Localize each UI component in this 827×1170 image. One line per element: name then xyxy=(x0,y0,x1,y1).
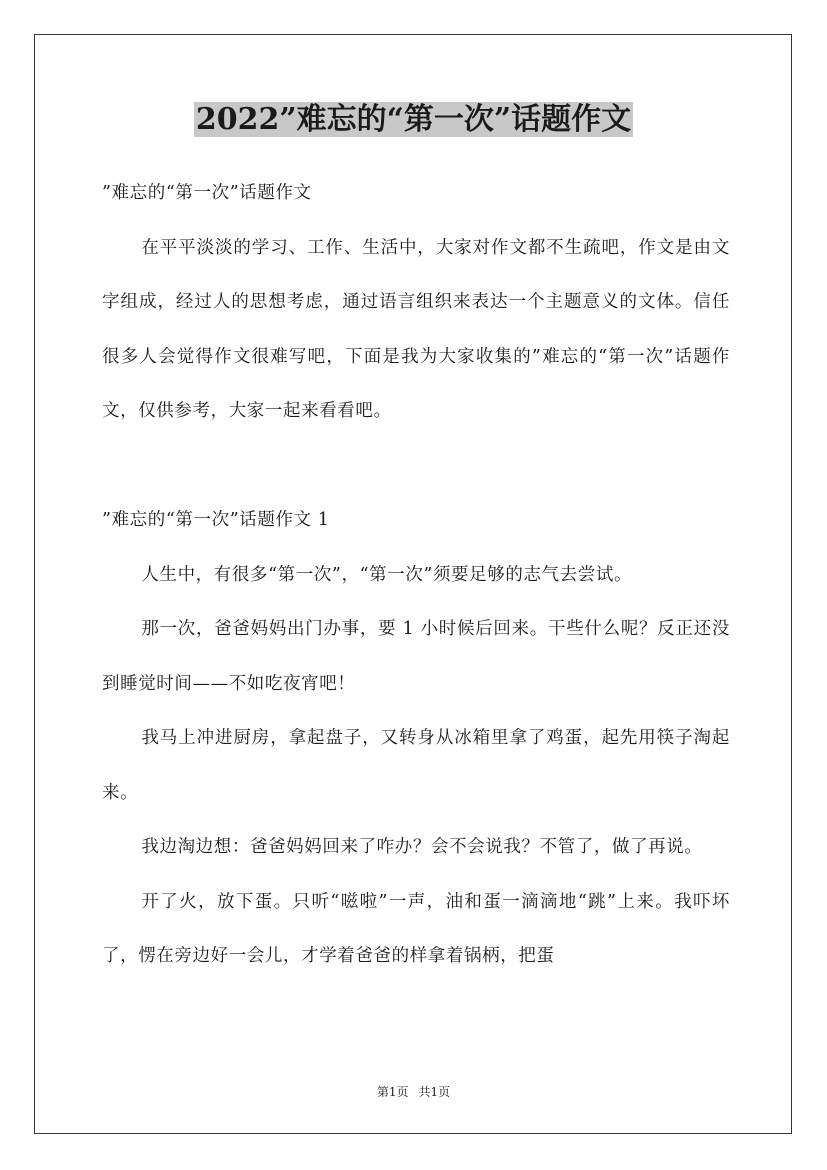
paragraph: 开了火，放下蛋。只听“嗞啦”一声，油和蛋一滴滴地“跳”上来。我吓坏了，愣在旁边好一会儿，才学着爸爸的样拿着锅柄，把蛋 xyxy=(102,891,730,966)
section-heading: ”难忘的“第一次”话题作文 1 xyxy=(102,510,330,530)
paragraph: 我边淘边想：爸爸妈妈回来了咋办？会不会说我？不管了，做了再说。 xyxy=(141,837,703,857)
document-title-text: 2022”难忘的“第一次”话题作文 xyxy=(195,102,632,137)
paragraph: 人生中，有很多“第一次”，“第一次”须要足够的志气去尝试。 xyxy=(141,564,633,585)
page-total: 共1页 xyxy=(418,1085,451,1099)
page-footer xyxy=(0,1083,827,1101)
document-body xyxy=(102,166,730,984)
paragraph: 在平平淡淡的学习、工作、生活中，大家对作文都不生疏吧，作文是由文字组成，经过人的思想考虑，通过语言组织来表达一个主题意义的文体。信任很多人会觉得作文很难写吧，下面是我为大家收集的”难忘的“第一次”话题作文，仅供参考，大家一起来看看吧。 xyxy=(102,237,730,421)
paragraph: 我马上冲进厨房，拿起盘子，又转身从冰箱里拿了鸡蛋，起先用筷子淘起来。 xyxy=(102,728,730,803)
blank-line xyxy=(102,439,730,494)
page-number: 第1页 xyxy=(376,1085,409,1099)
section-heading: ”难忘的“第一次”话题作文 xyxy=(102,183,312,203)
document-title xyxy=(0,98,827,142)
paragraph: 那一次，爸爸妈妈出门办事，要 1 小时候后回来。干些什么呢？反正还没到睡觉时间——不如吃夜宵吧！ xyxy=(102,619,730,694)
